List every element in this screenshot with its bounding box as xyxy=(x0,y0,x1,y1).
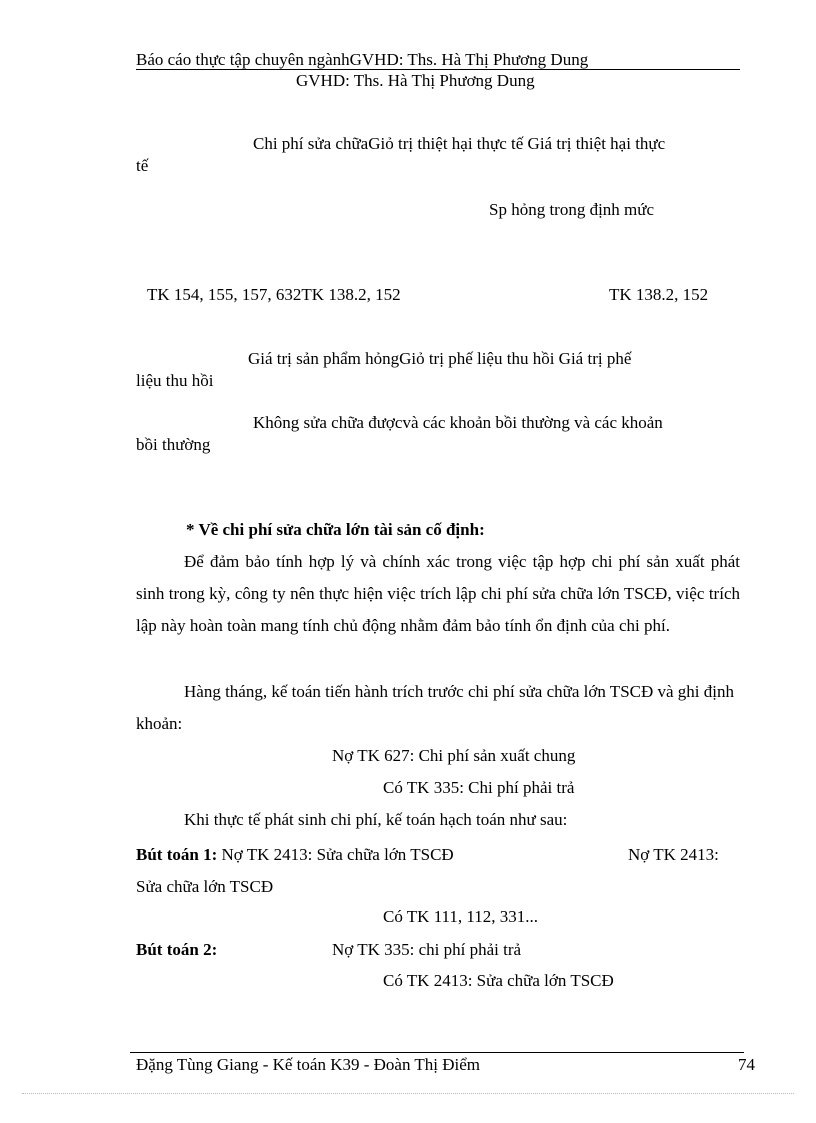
paragraph-text: Để đảm bảo tính hợp lý và chính xác trong việc tập hợp chi phí sản xuất phát sinh trong kỳ, công ty nên thực hiện việc trích lập chi phí sửa chữa lớn TSCĐ, việc trích lập này hoàn toàn mang tính chủ động nhằm đảm bảo tính ổn định của chi phí. xyxy=(136,552,740,635)
diagram-row4: Giá trị sản phẩm hỏngGiỏ trị phế liệu thu hồi Giá trị phế xyxy=(248,349,632,368)
entry1-debit: Nợ TK 627: Chi phí sản xuất chung xyxy=(332,746,576,765)
diagram-row3-left: TK 154, 155, 157, 632TK 138.2, 152 xyxy=(147,285,401,304)
section-heading: * Về chi phí sửa chữa lớn tài sản cố định: xyxy=(186,520,485,539)
diagram-row1-wrap: tế xyxy=(136,156,149,175)
body-paragraph-1 xyxy=(136,546,740,642)
diagram-row3-right: TK 138.2, 152 xyxy=(609,285,709,304)
header-divider xyxy=(136,69,740,70)
body-paragraph-2 xyxy=(136,676,740,740)
but-toan-1-debit: Nợ TK 2413: Sửa chữa lớn TSCĐ xyxy=(217,845,454,864)
diagram-row4-wrap: liệu thu hồi xyxy=(136,371,214,390)
but-toan-2-debit: Nợ TK 335: chi phí phải trả xyxy=(332,940,522,959)
but-toan-1-label: Bút toán 1: xyxy=(136,845,218,864)
but-toan-1-repeat: Nợ TK 2413: xyxy=(628,845,719,864)
but-toan-1-line xyxy=(136,845,454,865)
paragraph-text: Hàng tháng, kế toán tiến hành trích trước chi phí sửa chữa lớn TSCĐ và ghi định khoản: xyxy=(136,682,735,733)
but-toan-2-credit: Có TK 2413: Sửa chữa lớn TSCĐ xyxy=(383,971,614,990)
but-toan-1-wrap: Sửa chữa lớn TSCĐ xyxy=(136,877,274,896)
footer-divider xyxy=(130,1052,744,1053)
diagram-row1: Chi phí sửa chữaGiỏ trị thiệt hại thực tế Giá trị thiệt hại thực xyxy=(253,134,666,153)
page-edge xyxy=(22,1093,794,1094)
page-number: 74 xyxy=(738,1055,755,1074)
footer-author: Đặng Tùng Giang - Kế toán K39 - Đoàn Thị Điểm xyxy=(136,1055,481,1074)
header-title: Báo cáo thực tập chuyên ngànhGVHD: Ths. Hà Thị Phương Dung xyxy=(136,50,589,69)
but-toan-1-credit: Có TK 111, 112, 331... xyxy=(383,907,539,926)
diagram-row2: Sp hỏng trong định mức xyxy=(489,200,655,219)
diagram-row5-wrap: bồi thường xyxy=(136,435,211,454)
entry1-credit: Có TK 335: Chi phí phải trả xyxy=(383,778,575,797)
paragraph-3: Khi thực tế phát sinh chi phí, kế toán hạch toán như sau: xyxy=(184,810,568,829)
diagram-row5: Không sửa chữa đượcvà các khoản bồi thường và các khoản xyxy=(253,413,663,432)
but-toan-2-label: Bút toán 2: xyxy=(136,940,218,959)
header-subtitle: GVHD: Ths. Hà Thị Phương Dung xyxy=(296,71,535,90)
